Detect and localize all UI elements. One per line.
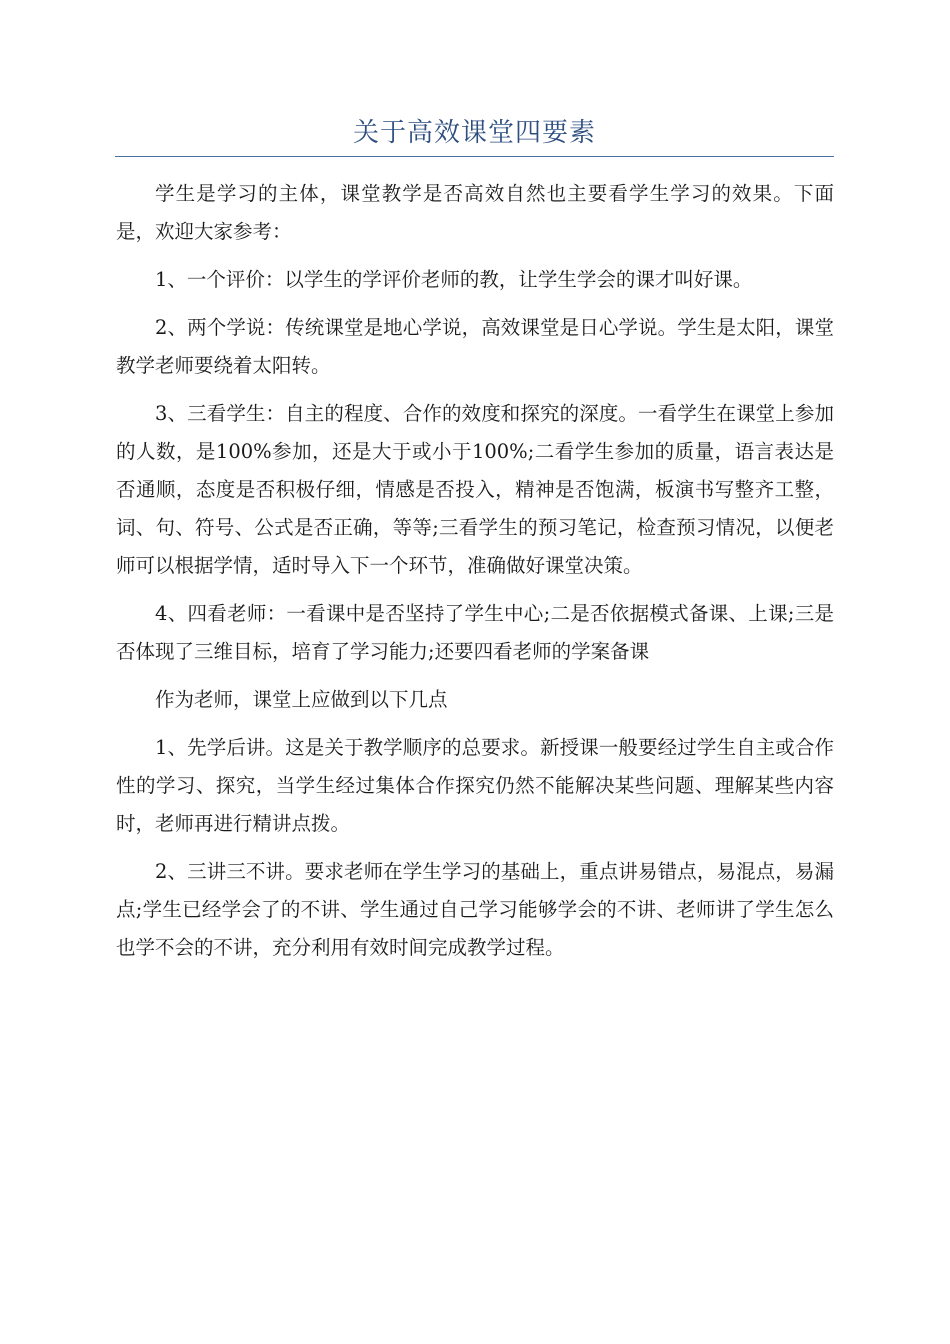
document-body [116,175,834,977]
paragraph-as-teacher: 作为老师，课堂上应做到以下几点 [155,688,448,711]
paragraph-one-evaluation: 1、一个评价：以学生的学评价老师的教，让学生学会的课才叫好课。 [155,268,753,291]
paragraph-three-students: 3、三看学生：自主的程度、合作的效度和探究的深度。一看学生在课堂上参加的人数，是100%参加，还是大于或小于100%;二看学生参加的质量，语言表达是否通顺，态度是否积极仔细，情感是否投入，精神是否饱满，板演书写整齐工整，词、句、符号、公式是否正确，等等;三看学生的预习笔记，检查预习情况，以便老师可以根据学情，适时导入下一个环节，准确做好课堂决策。 [116,402,834,577]
title-block [115,112,834,157]
paragraph-intro: 学生是学习的主体，课堂教学是否高效自然也主要看学生学习的效果。下面是，欢迎大家参考： [116,182,834,243]
paragraph-learn-first: 1、先学后讲。这是关于教学顺序的总要求。新授课一般要经过学生自主或合作性的学习、探究，当学生经过集体合作探究仍然不能解决某些问题、理解某些内容时，老师再进行精讲点拨。 [116,736,834,835]
document-title: 关于高效课堂四要素 [352,118,596,148]
paragraph-three-speak: 2、三讲三不讲。要求老师在学生学习的基础上，重点讲易错点，易混点，易漏点;学生已经学会了的不讲、学生通过自己学习能够学会的不讲、老师讲了学生怎么也学不会的不讲，充分利用有效时间完成教学过程。 [116,860,834,959]
paragraph-two-theories: 2、两个学说：传统课堂是地心学说，高效课堂是日心学说。学生是太阳，课堂教学老师要绕着太阳转。 [116,316,834,377]
paragraph-four-teachers: 4、四看老师：一看课中是否坚持了学生中心;二是否依据模式备课、上课;三是否体现了三维目标，培育了学习能力;还要四看老师的学案备课 [116,602,834,663]
